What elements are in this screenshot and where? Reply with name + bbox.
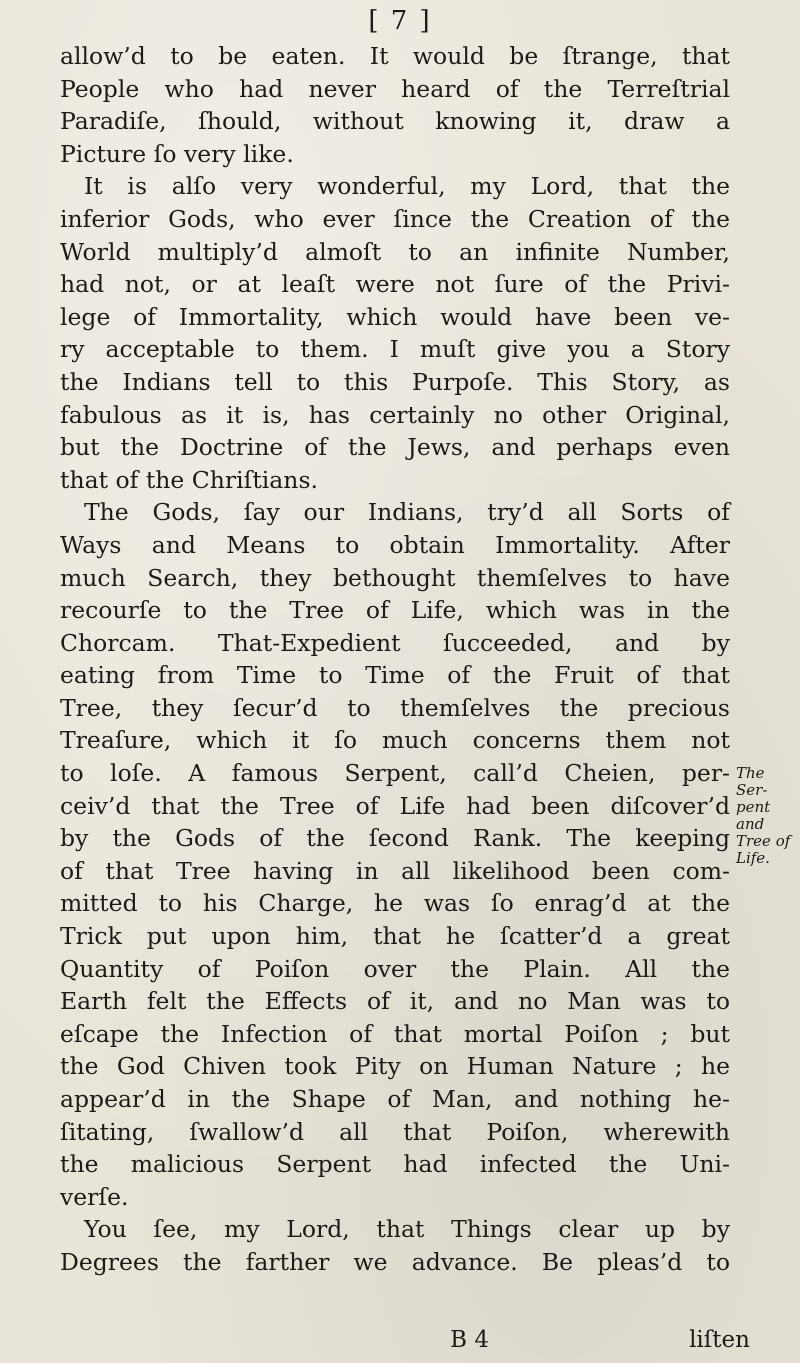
page-number: [ 7 ] [368,6,432,36]
margin-note-line: Tree of [736,832,791,850]
text-line: Quantity of Poiſon over the Plain. All the [60,954,730,983]
text-line: It is alſo very wonderful, my Lord, that the [84,172,730,201]
text-line: the God Chiven took Pity on Human Nature ; he [60,1052,730,1081]
margin-note-line: Life. [736,849,770,867]
text-line: Chorcam. That-Expedient ſucceeded, and by [60,628,730,657]
text-line: Picture ſo very like. [60,139,294,168]
text-line: fabulous as it is, has certainly no other Original, [60,400,730,429]
text-line: much Search, they bethought themſelves to have [60,563,730,592]
text-line: but the Doctrine of the Jews, and perhaps even [60,433,730,462]
margin-note [736,765,800,867]
text-line: that of the Chriſtians. [60,465,318,494]
text-line: lege of Immortality, which would have been ve- [60,302,730,331]
text-line: Treaſure, which it ſo much concerns them not [60,726,730,755]
text-line: of that Tree having in all likelihood been com- [60,856,730,885]
margin-note-line: The Ser- [736,764,768,799]
text-line: mitted to his Charge, he was ſo enrag’d at the [60,889,730,918]
text-line: Tree, they ſecur’d to themſelves the precious [60,693,730,722]
text-line: Paradiſe, ſhould, without knowing it, draw a [60,107,730,136]
footer-line [60,1327,750,1353]
text-line: allow’d to be eaten. It would be ſtrange, that [60,42,730,70]
text-line: People who had never heard of the Terreſtrial [60,74,730,103]
text-line: appear’d in the Shape of Man, and nothing he- [60,1085,730,1113]
text-line: verſe. [60,1182,129,1211]
text-line: Trick put upon him, that he ſcatter’d a great [60,922,730,951]
text-line: You ſee, my Lord, that Things clear up by [84,1215,730,1244]
text-line: Degrees the farther we advance. Be pleas’d to [60,1247,730,1276]
text-line: had not, or at leaſt were not ſure of the Privi- [60,270,730,299]
text-line: to loſe. A famous Serpent, call’d Cheien, per- [60,759,730,788]
text-line: recourſe to the Tree of Life, which was in the [60,596,730,625]
text-line: The Gods, ſay our Indians, try’d all Sorts of [84,498,730,527]
text-line: the Indians tell to this Purpoſe. This Story, as [60,367,730,396]
text-line: ceiv’d that the Tree of Life had been diſcover’d [60,791,730,820]
catchword: liſten [689,1327,750,1353]
text-line: by the Gods of the ſecond Rank. The keeping [60,824,730,853]
text-line: the malicious Serpent had infected the Uni- [60,1150,730,1179]
text-line: inferior Gods, who ever ſince the Creation of the [60,204,730,233]
text-line: Ways and Means to obtain Immortality. After [60,530,730,559]
text-line: ſitating, ſwallow’d all that Poiſon, wherewith [60,1117,730,1146]
margin-note-line: pent and [736,798,771,833]
body-text [60,40,730,1279]
text-line: ry acceptable to them. I muſt give you a Story [60,335,730,364]
text-line: World multiply’d almoſt to an infinite Number, [60,237,730,266]
text-line: eating from Time to Time of the Fruit of that [60,661,730,690]
signature-mark: B 4 [450,1327,489,1353]
text-line: eſcape the Infection of that mortal Poiſon ; but [60,1019,730,1048]
text-line: Earth felt the Effects of it, and no Man was to [60,987,730,1016]
